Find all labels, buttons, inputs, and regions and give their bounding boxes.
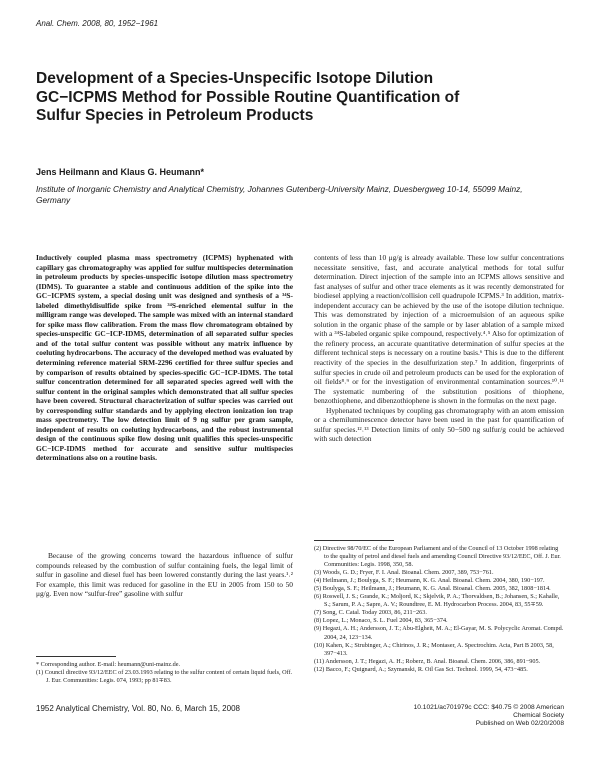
footnotes bbox=[36, 661, 293, 685]
doi-copyright: 10.1021/ac701979c CCC: $40.75 © 2008 American Chemical Society bbox=[413, 704, 564, 719]
abstract: Inductively coupled plasma mass spectrometry (ICPMS) hyphenated with capillary gas chromatography was applied for sulfur multispecies determination in petroleum products by species-unspecific isotope dilution mass spectrometry (IDMS). To guarantee a stable and continuous addition of the spike into the GC−ICPMS system, a special dosing unit was designed and synthesis of a ³⁴S-labeled dimethyldisulfide spike from ³⁴S-enriched elemental sulfur in the milligram range was developed. The sample was mixed with an internal standard for spike mass flow calibration. From the mass flow chromatogram obtained by species-unspecific GC−ICP-IDMS, determination of all separated sulfur species and of the total sulfur content was possible without any matrix influence by coeluting hydrocarbons. The accuracy of the developed method was evaluated by determining reference material SRM-2296 certified for three sulfur species and by comparison of results obtained by species-specific GC−ICP-IDMS. The total sulfur concentration determined for all separated species agreed well with the sulfur content in the original samples which demonstrated that all sulfur species have been covered. Structural characterization of sulfur species was carried out by corresponding sulfur standards and by applying electron ionization ion trap mass spectrometry. The low detection limit of 9 ng sulfur per gram sample, independent of results on coeluting hydrocarbons, and the robust instrumental design of the continuous spike flow dosing unit qualifies this species-unspecific GC−ICP-IDMS method for accurate and sensitive sulfur multispecies determinations also on a routine basis. bbox=[36, 253, 293, 463]
intro-column bbox=[36, 551, 293, 599]
publication-date: Published on Web 02/20/2008 bbox=[475, 720, 564, 727]
references-divider bbox=[314, 540, 394, 541]
reference-item: (10) Kahen, K.; Strubinger, A.; Chirinos, J. R.; Montaser, A. Spectrochim. Acta, Part B 2003, 58, 397−413. bbox=[314, 641, 554, 657]
references-list bbox=[314, 545, 564, 674]
reference-item: (4) Heilmann, J.; Boulyga, S. F.; Heumann, K. G. Anal. Bioanal. Chem. 2004, 380, 190−197. bbox=[314, 577, 545, 585]
article-title: Development of a Species-Unspecific Isotope Dilution GC−ICPMS Method for Possible Routine Quantification of Sulfur Species in Petroleum Products bbox=[36, 70, 460, 124]
reference-item: (8) Lopez, L.; Monaco, S. L. Fuel 2004, 83, 365−374. bbox=[314, 617, 448, 625]
page-footer-right bbox=[392, 704, 564, 728]
corresponding-author-note: * Corresponding author. E-mail: heumann@uni-mainz.de. bbox=[36, 661, 181, 668]
intro-paragraph: Because of the growing concerns toward the hazardous influence of sulfur compounds released by the combustion of sulfur containing fuels, the legal limit of sulfur in gasoline and diesel fuel has been lowered constantly during the last years.¹˒² For example, this limit was reduced for gasoline in the EU in 2005 from 150 to 50 μg/g. Even now “sulfur-free” gasoline with sulfur bbox=[36, 551, 293, 599]
reference-item: (12) Bacco, F.; Quignard, A.; Szymanski, R. Oil Gas Sci. Technol. 1999, 54, 473−485. bbox=[314, 665, 528, 673]
reference-item: (2) Directive 98/70/EC of the European Parliament and of the Council of 13 October 1998 relating to the quality of petrol and diesel fuels and amending Council Directive 93/12/EEC, Off. J. Eur. Communities: Legis. 1998, 350, 58. bbox=[314, 545, 561, 569]
author-affiliation: Institute of Inorganic Chemistry and Analytical Chemistry, Johannes Gutenberg-University Mainz, Duesbergweg 10-14, 55099 Mainz, Germany bbox=[36, 184, 523, 205]
reference-item: (9) Hegazi, A. H.; Andersson, J. T.; Abu-Elgheit, M. A.; El-Gayar, M. S. Polycyclic Aromat. Compd. 2004, 24, 123−134. bbox=[314, 625, 564, 641]
footnote-item: (1) Council directive 93/12/EEC of 23.03.1993 relating to the sulfur content of certain liquid fuels, Off. J. Eur. Communities: Legis. 074, 1993; pp 81∓83. bbox=[36, 669, 293, 684]
reference-item: (11) Andersson, J. T.; Hegazi, A. H.; Roberz, B. Anal. Bioanal. Chem. 2006, 386, 891−905. bbox=[314, 657, 541, 665]
body-paragraph: contents of less than 10 μg/g is already available. These low sulfur concentrations necessitate sensitive, fast, and accurate analytical methods for total sulfur determination. Direct injection of the sample into an ICPMS allows sensitive and fast analyses of sulfur and other trace elements as it was recently demonstrated for biodiesel applying a reaction/collision cell quadrupole ICPMS.³ In addition, matrix-independent accuracy can be achieved by the use of the isotope dilution technique. This was demonstrated by injection of a microemulsion of an aqueous spike solution in the organic phase of the sample or by laser ablation of a sample mixed with a ³⁴S-labeled organic spike compound, respectively.⁴˒⁵ Also for optimization of the refinery process, an accurate quantitative determination of sulfur species at the different technical steps is necessary on a routine basis.⁶ This is due to the different reactivity of the species in the desulfurization step.⁷ In addition, fingerprints of sulfur species in crude oil and petroleum products can be used for the exploration of oil fields⁸˒⁹ or for the investigation of environmental contamination sources.¹⁰˒¹¹ The systematic numbering of the substitution positions of thiophene, benzothiophene, and dibenzothiophene is shown in the formulas on the next page. bbox=[314, 253, 564, 406]
right-column bbox=[314, 253, 564, 444]
reference-item: (6) Roswell, J. S.; Grande, K.; Moljord, K.; Skjelvik, P. A.; Thorvaldsen, B.; Johansen, S.; Kahalle, S.; Sarum, P. A.; Sapre, A. V.; Roundtree, E. M. Hydrocarbon Process. 2004, 83, 55∓59. bbox=[314, 593, 560, 609]
reference-item: (5) Boulyga, S. F.; Heilmann, J.; Heumann, K. G. Anal. Bioanal. Chem. 2005, 382, 1808−1814. bbox=[314, 585, 551, 593]
article-authors: Jens Heilmann and Klaus G. Heumann* bbox=[36, 167, 205, 177]
body-paragraph: Hyphenated techniques by coupling gas chromatography with an atom emission or a chemiluminescence detector have been used in the past for quantification of sulfur species.¹²˒¹³ Detection limits of only 50−500 ng sulfur/g could be achieved with such detection bbox=[314, 405, 564, 444]
footnote-divider bbox=[36, 656, 116, 657]
journal-reference: Anal. Chem. 2008, 80, 1952−1961 bbox=[36, 19, 159, 28]
page-footer-left: 1952 Analytical Chemistry, Vol. 80, No. 6, March 15, 2008 bbox=[36, 704, 240, 713]
reference-item: (7) Song, C. Catal. Today 2003, 86, 211−263. bbox=[314, 609, 427, 617]
reference-item: (3) Woods, G. D.; Fryer, F. I. Anal. Bioanal. Chem. 2007, 389, 753−761. bbox=[314, 569, 494, 577]
